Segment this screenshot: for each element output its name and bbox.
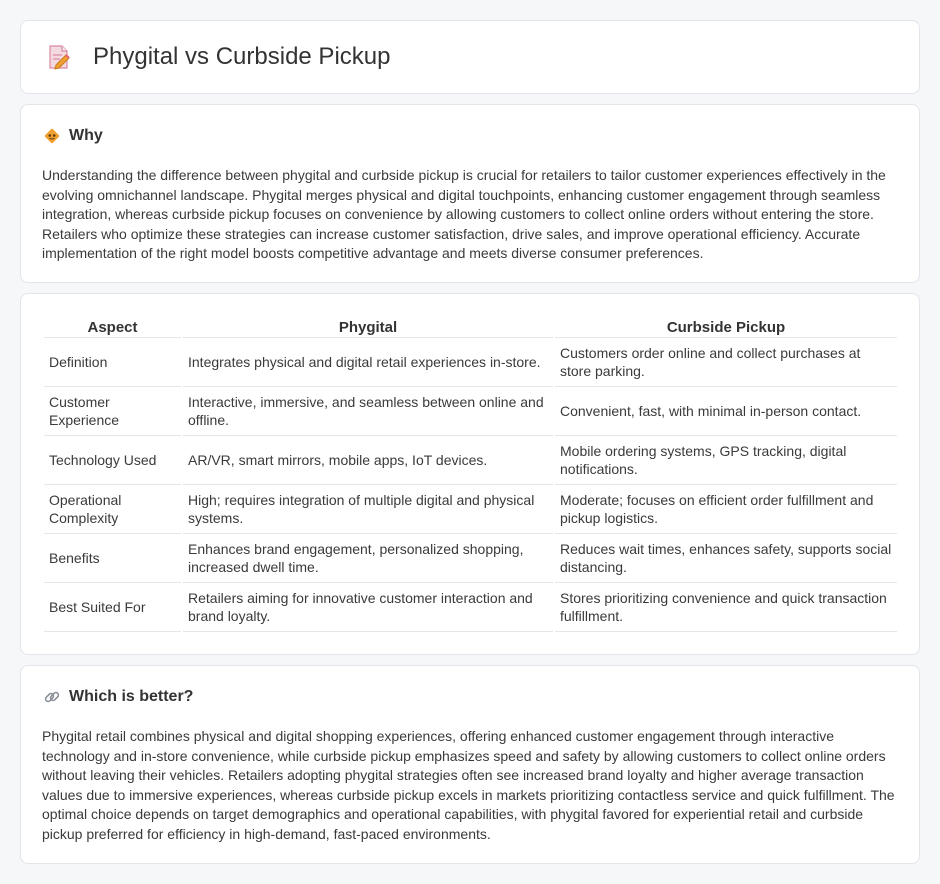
phygital-cell: High; requires integration of multiple digital and physical systems. [183, 485, 553, 534]
document-pencil-icon [47, 43, 71, 71]
aspect-cell: Technology Used [44, 436, 181, 485]
table-row [44, 583, 897, 632]
table-row [44, 387, 897, 436]
diamond-warning-icon [43, 127, 61, 145]
why-body: Understanding the difference between phygital and curbside pickup is crucial for retailers to tailor customer experiences effectively in the evolving omnichannel landscape. Phygital merges physical and digital touchpoints, enhancing customer engagement through seamless integration, whereas curbside pickup focuses on convenience by allowing customers to collect online orders without entering the store. Retailers who optimize these strategies can increase customer satisfaction, drive sales, and improve operational efficiency. Accurate implementation of the right model boosts competitive advantage and meets diverse consumer preferences. [42, 167, 886, 261]
comparison-section [20, 293, 920, 655]
link-icon [43, 688, 61, 706]
which-better-section [20, 665, 920, 864]
phygital-cell: Integrates physical and digital retail experiences in-store. [183, 338, 553, 387]
aspect-cell: Operational Complexity [44, 485, 181, 534]
comparison-table [42, 317, 899, 632]
header-aspect: Aspect [44, 317, 181, 338]
table-row [44, 436, 897, 485]
why-section [20, 104, 920, 283]
better-heading-row [43, 688, 193, 706]
table-header-row [44, 317, 897, 338]
title-card [20, 20, 920, 94]
better-body: Phygital retail combines physical and digital shopping experiences, offering enhanced customer engagement through interactive technology and in-store convenience, while curbside pickup emphasizes speed and safety by allowing customers to collect online orders without leaving their vehicles. Retailers adopting phygital strategies often see increased brand loyalty and higher average transaction values due to immersive experiences, whereas curbside pickup excels in markets prioritizing contactless service and quick fulfillment. The optimal choice depends on target demographics and operational capabilities, with phygital favored for experiential retail and curbside pickup preferred for efficiency in high-demand, fast-paced environments. [42, 728, 895, 842]
curbside-cell: Convenient, fast, with minimal in-person contact. [555, 387, 897, 436]
phygital-cell: Interactive, immersive, and seamless between online and offline. [183, 387, 553, 436]
phygital-cell: Enhances brand engagement, personalized shopping, increased dwell time. [183, 534, 553, 583]
table-row [44, 338, 897, 387]
why-heading-row [43, 127, 103, 145]
title-row [47, 43, 390, 71]
header-curbside: Curbside Pickup [555, 317, 897, 338]
aspect-cell: Best Suited For [44, 583, 181, 632]
curbside-cell: Moderate; focuses on efficient order fulfillment and pickup logistics. [555, 485, 897, 534]
aspect-cell: Customer Experience [44, 387, 181, 436]
header-phygital: Phygital [183, 317, 553, 338]
curbside-cell: Stores prioritizing convenience and quick transaction fulfillment. [555, 583, 897, 632]
curbside-cell: Customers order online and collect purchases at store parking. [555, 338, 897, 387]
table-row [44, 485, 897, 534]
page-title: Phygital vs Curbside Pickup [93, 43, 391, 70]
aspect-cell: Benefits [44, 534, 181, 583]
table-row [44, 534, 897, 583]
why-heading: Why [69, 127, 103, 144]
better-heading: Which is better? [69, 688, 194, 705]
curbside-cell: Reduces wait times, enhances safety, supports social distancing. [555, 534, 897, 583]
phygital-cell: AR/VR, smart mirrors, mobile apps, IoT devices. [183, 436, 553, 485]
curbside-cell: Mobile ordering systems, GPS tracking, digital notifications. [555, 436, 897, 485]
phygital-cell: Retailers aiming for innovative customer interaction and brand loyalty. [183, 583, 553, 632]
aspect-cell: Definition [44, 338, 181, 387]
